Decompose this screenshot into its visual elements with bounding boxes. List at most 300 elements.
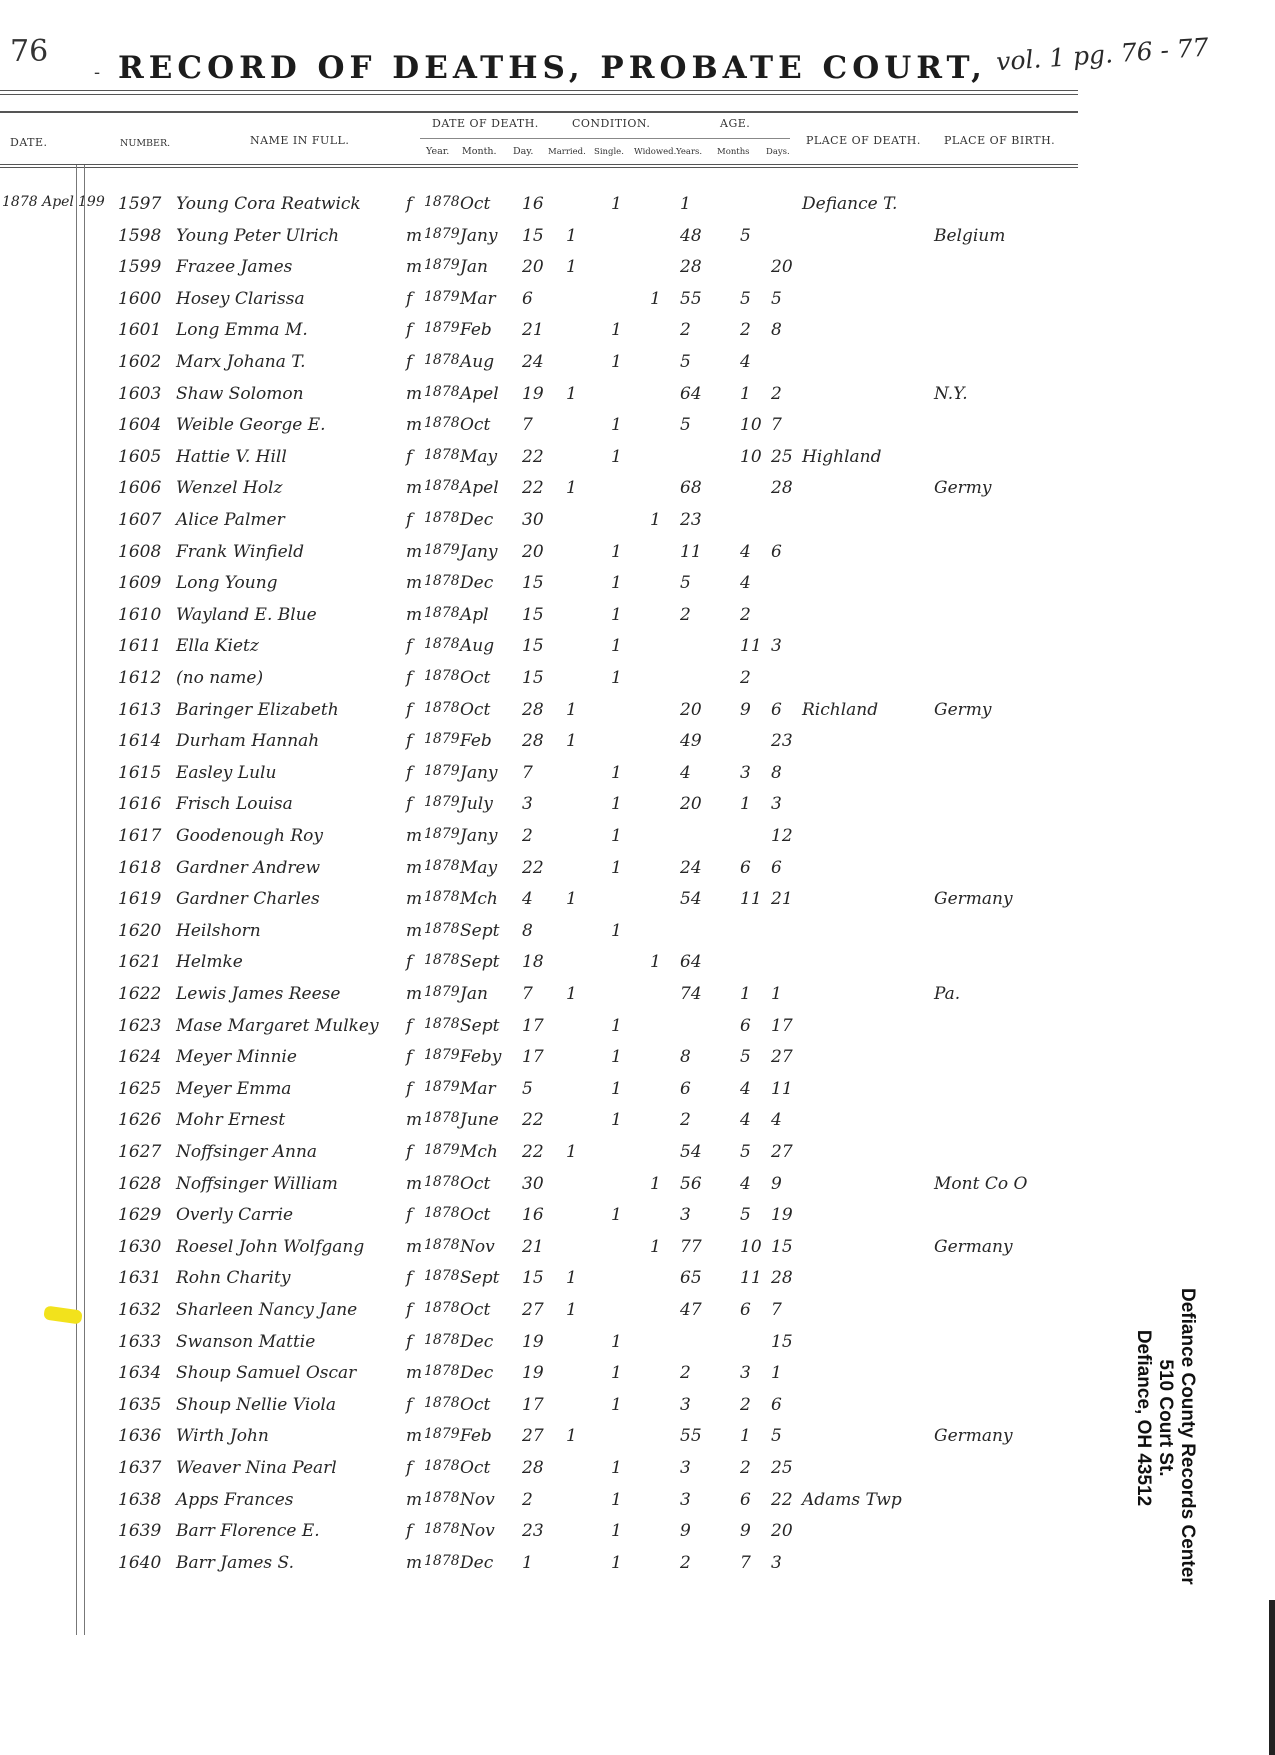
cell-months: 11	[740, 889, 762, 910]
cell-sex: f	[406, 1078, 413, 1099]
cell-day: 16	[522, 1205, 544, 1226]
cell-day: 17	[522, 1047, 544, 1068]
cell-year: 1878	[424, 920, 460, 937]
cell-married: 1	[566, 257, 577, 278]
cell-year: 1879	[424, 794, 460, 811]
page-number: 76	[10, 34, 49, 69]
cell-sex: m	[406, 1552, 423, 1573]
cell-day: 22	[522, 446, 544, 467]
cell-years: 24	[680, 857, 702, 878]
cell-num: 1618	[118, 857, 162, 878]
cell-day: 22	[522, 857, 544, 878]
cell-day: 22	[522, 1142, 544, 1162]
cell-year: 1879	[424, 1426, 460, 1443]
header-dod-month: Month.	[462, 146, 497, 157]
header-bottom-rule	[0, 164, 1078, 165]
cell-name: Wayland E. Blue	[176, 604, 317, 625]
cell-months: 10	[740, 415, 762, 436]
cell-single: 1	[611, 857, 622, 878]
header-date: DATE.	[10, 136, 48, 149]
table-row	[0, 1363, 1080, 1393]
cell-sex: m	[406, 478, 423, 499]
cell-years: 23	[680, 510, 702, 530]
cell-num: 1640	[118, 1552, 162, 1573]
cell-day: 27	[522, 1426, 544, 1447]
table-row	[0, 889, 1080, 919]
cell-years: 3	[680, 1458, 691, 1478]
cell-years: 2	[680, 604, 691, 625]
cell-sex: f	[406, 1300, 413, 1320]
cell-sex: f	[406, 762, 413, 783]
cell-months: 9	[740, 1521, 751, 1542]
cell-month: Oct	[460, 1205, 491, 1226]
cell-num: 1620	[118, 920, 162, 941]
cell-single: 1	[611, 1458, 622, 1478]
cell-months: 6	[740, 857, 751, 878]
cell-married: 1	[566, 1142, 577, 1162]
cell-months: 1	[740, 383, 751, 404]
table-row	[0, 1142, 1080, 1172]
cell-num: 1605	[118, 446, 162, 467]
cell-month: Sept	[460, 952, 500, 973]
cell-place-birth: Germy	[934, 478, 992, 499]
cell-year: 1879	[424, 1142, 460, 1158]
cell-year: 1878	[424, 1394, 460, 1411]
cell-num: 1600	[118, 288, 162, 309]
cell-days: 1	[771, 984, 782, 1004]
cell-name: Weible George E.	[176, 415, 326, 436]
cell-year: 1878	[424, 510, 460, 526]
cell-days: 6	[771, 857, 782, 878]
cell-day: 20	[522, 541, 544, 562]
header-dod-day: Day.	[513, 146, 534, 157]
cell-days: 5	[771, 288, 782, 309]
cell-years: 8	[680, 1047, 691, 1068]
cell-name: Shoup Nellie Viola	[176, 1394, 336, 1415]
cell-place-birth: Belgium	[934, 225, 1006, 246]
cell-num: 1636	[118, 1426, 162, 1447]
dod-group-rule	[420, 138, 790, 139]
cell-sex: f	[406, 1268, 413, 1289]
cell-month: Sept	[460, 1015, 500, 1036]
cell-name: Noffsinger William	[176, 1173, 338, 1194]
table-row	[0, 352, 1080, 382]
table-row	[0, 320, 1080, 350]
cell-num: 1632	[118, 1300, 162, 1320]
cell-sex: m	[406, 984, 423, 1004]
cell-num: 1610	[118, 604, 162, 625]
cell-month: Jany	[460, 826, 498, 846]
cell-single: 1	[611, 1331, 622, 1352]
cell-sex: f	[406, 288, 413, 309]
cell-year: 1878	[424, 952, 460, 969]
cell-num: 1630	[118, 1236, 162, 1257]
table-row	[0, 763, 1080, 793]
cell-days: 15	[771, 1331, 793, 1352]
cell-num: 1599	[118, 257, 162, 278]
cell-days: 27	[771, 1047, 793, 1068]
cell-place-death: Highland	[802, 446, 882, 467]
cell-days: 3	[771, 794, 782, 815]
cell-year: 1878	[424, 699, 460, 716]
table-row	[0, 415, 1080, 445]
cell-sex: m	[406, 920, 423, 941]
cell-year: 1878	[424, 383, 460, 400]
cell-days: 21	[771, 889, 793, 910]
cell-month: May	[460, 857, 498, 878]
cell-days: 7	[771, 1300, 782, 1320]
cell-married: 1	[566, 383, 577, 404]
cell-days: 17	[771, 1015, 793, 1036]
cell-name: Swanson Mattie	[176, 1331, 316, 1352]
cell-months: 5	[740, 288, 751, 309]
cell-years: 9	[680, 1521, 691, 1542]
cell-num: 1603	[118, 383, 162, 404]
cell-years: 49	[680, 731, 702, 752]
cell-years: 3	[680, 1489, 691, 1510]
cell-day: 28	[522, 1458, 544, 1478]
cell-sex: m	[406, 1173, 423, 1194]
cell-month: Mch	[460, 889, 498, 910]
cell-name: Baringer Elizabeth	[176, 699, 339, 720]
cell-day: 15	[522, 636, 544, 657]
cell-num: 1621	[118, 952, 162, 973]
cell-single: 1	[611, 1394, 622, 1415]
table-row	[0, 1521, 1080, 1551]
cell-year: 1878	[424, 1110, 460, 1127]
cell-num: 1617	[118, 826, 162, 846]
cell-days: 7	[771, 415, 782, 436]
cell-name: (no name)	[176, 668, 264, 688]
table-row	[0, 1079, 1080, 1109]
cell-num: 1604	[118, 415, 162, 436]
cell-married: 1	[566, 699, 577, 720]
cell-place-death: Richland	[802, 699, 879, 720]
cell-sex: m	[406, 573, 423, 594]
cell-name: Wirth John	[176, 1426, 269, 1447]
cell-name: Young Peter Ulrich	[176, 225, 340, 246]
cell-num: 1637	[118, 1458, 162, 1478]
cell-num: 1626	[118, 1110, 162, 1131]
cell-days: 19	[771, 1205, 793, 1226]
cell-place-death: Adams Twp	[802, 1489, 902, 1510]
cell-years: 5	[680, 573, 691, 594]
cell-sex: m	[406, 604, 423, 625]
cell-year: 1878	[424, 857, 460, 874]
cell-sex: f	[406, 952, 413, 973]
cell-year: 1878	[424, 1489, 460, 1506]
cell-days: 3	[771, 1552, 782, 1573]
cell-days: 9	[771, 1173, 782, 1194]
cell-single: 1	[611, 352, 622, 372]
cell-sex: f	[406, 446, 413, 467]
cell-day: 19	[522, 383, 544, 404]
cell-sex: f	[406, 699, 413, 720]
cell-place-birth: Mont Co O	[934, 1173, 1028, 1194]
cell-name: Alice Palmer	[176, 510, 285, 530]
cell-day: 28	[522, 699, 544, 720]
table-row	[0, 921, 1080, 951]
cell-year: 1878	[424, 1331, 460, 1348]
cell-days: 8	[771, 320, 782, 341]
cell-married: 1	[566, 478, 577, 499]
stamp-line-1: Defiance County Records Center	[1177, 1288, 1198, 1585]
cell-day: 21	[522, 1236, 544, 1257]
cell-month: Mar	[460, 288, 496, 309]
cell-name: Hosey Clarissa	[176, 288, 305, 309]
cell-year: 1879	[424, 762, 460, 779]
cell-sex: m	[406, 415, 423, 436]
records-center-stamp	[1000, 1288, 1200, 1585]
cell-year: 1878	[424, 668, 460, 684]
table-row	[0, 384, 1080, 414]
table-row	[0, 1237, 1080, 1267]
cell-single: 1	[611, 320, 622, 341]
cell-years: 5	[680, 415, 691, 436]
cell-married: 1	[566, 984, 577, 1004]
cell-month: Oct	[460, 668, 491, 688]
cell-years: 3	[680, 1394, 691, 1415]
cell-months: 5	[740, 1205, 751, 1226]
cell-day: 21	[522, 320, 544, 341]
cell-sex: f	[406, 1205, 413, 1226]
cell-place-birth: Germany	[934, 1236, 1013, 1257]
cell-sex: m	[406, 1426, 423, 1447]
cell-num: 1615	[118, 762, 162, 783]
cell-sex: f	[406, 1047, 413, 1068]
cell-widowed: 1	[650, 952, 661, 973]
scan-edge-mark	[1269, 1600, 1275, 1755]
page-title: RECORD OF DEATHS, PROBATE COURT,	[118, 50, 987, 86]
cell-months: 11	[740, 1268, 762, 1289]
cell-year: 1878	[424, 478, 460, 495]
cell-sex: f	[406, 352, 413, 372]
cell-name: Frazee James	[176, 257, 293, 278]
cell-name: Durham Hannah	[176, 731, 320, 752]
cell-months: 9	[740, 699, 751, 720]
cell-months: 3	[740, 1363, 751, 1384]
cell-sex: m	[406, 1363, 423, 1384]
cell-single: 1	[611, 1015, 622, 1036]
cell-single: 1	[611, 762, 622, 783]
cell-day: 28	[522, 731, 544, 752]
cell-day: 17	[522, 1015, 544, 1036]
cell-name: Long Emma M.	[176, 320, 308, 341]
cell-months: 11	[740, 636, 762, 657]
cell-single: 1	[611, 1110, 622, 1131]
header-date-of-death: DATE OF DEATH.	[432, 117, 539, 130]
header-name: NAME IN FULL.	[250, 134, 350, 147]
cell-month: Dec	[460, 1331, 494, 1352]
header-days: Days.	[766, 147, 790, 157]
cell-name: Helmke	[176, 952, 243, 973]
cell-sex: f	[406, 636, 413, 657]
cell-month: Oct	[460, 415, 491, 436]
cell-name: Shaw Solomon	[176, 383, 304, 404]
cell-month: Oct	[460, 1173, 491, 1194]
cell-year: 1879	[424, 1047, 460, 1064]
cell-sex: f	[406, 1394, 413, 1415]
table-row	[0, 1300, 1080, 1330]
title-rule-2	[0, 94, 1078, 95]
cell-num: 1616	[118, 794, 162, 815]
cell-year: 1878	[424, 352, 460, 368]
cell-month: Jan	[460, 984, 488, 1004]
cell-day: 6	[522, 288, 533, 309]
cell-married: 1	[566, 731, 577, 752]
cell-days: 6	[771, 699, 782, 720]
table-row	[0, 700, 1080, 730]
table-row	[0, 1395, 1080, 1425]
cell-year: 1878	[424, 1173, 460, 1190]
cell-num: 1622	[118, 984, 162, 1004]
cell-month: July	[460, 794, 493, 815]
cell-place-birth: N.Y.	[934, 383, 968, 404]
cell-num: 1611	[118, 636, 162, 657]
cell-name: Meyer Minnie	[176, 1047, 297, 1068]
cell-single: 1	[611, 1205, 622, 1226]
cell-months: 2	[740, 668, 751, 688]
cell-day: 24	[522, 352, 544, 372]
cell-sex: f	[406, 510, 413, 530]
table-row	[0, 984, 1080, 1014]
table-row	[0, 1205, 1080, 1235]
cell-sex: f	[406, 1331, 413, 1352]
table-row	[0, 573, 1080, 603]
cell-day: 18	[522, 952, 544, 973]
cell-name: Goodenough Roy	[176, 826, 323, 846]
cell-month: Feb	[460, 1426, 492, 1447]
cell-single: 1	[611, 920, 622, 941]
cell-month: Oct	[460, 1394, 491, 1415]
cell-day: 7	[522, 415, 533, 436]
table-row	[0, 1458, 1080, 1488]
cell-num: 1624	[118, 1047, 162, 1068]
header-single: Single.	[594, 147, 624, 157]
header-dod-year: Year.	[426, 146, 450, 157]
cell-year: 1878	[424, 636, 460, 653]
table-row	[0, 1426, 1080, 1456]
cell-month: Oct	[460, 1300, 491, 1320]
title-rule-1	[0, 90, 1078, 91]
cell-month: Jan	[460, 257, 488, 278]
cell-num: 1601	[118, 320, 162, 341]
cell-num: 1602	[118, 352, 162, 372]
cell-years: 20	[680, 794, 702, 815]
title-dash: -	[94, 62, 101, 83]
cell-years: 2	[680, 1552, 691, 1573]
cell-year: 1878	[424, 1552, 460, 1569]
cell-month: Dec	[460, 1552, 494, 1573]
cell-sex: m	[406, 541, 423, 562]
cell-day: 15	[522, 668, 544, 688]
cell-months: 1	[740, 984, 751, 1004]
cell-month: Mch	[460, 1142, 498, 1162]
cell-years: 1	[680, 194, 691, 214]
cell-month: Aug	[460, 636, 495, 657]
cell-days: 6	[771, 541, 782, 562]
table-row	[0, 226, 1080, 256]
cell-sex: m	[406, 857, 423, 878]
cell-sex: m	[406, 225, 423, 246]
cell-month: Nov	[460, 1236, 495, 1257]
cell-num: 1606	[118, 478, 162, 499]
cell-place-birth: Germy	[934, 699, 992, 720]
cell-year: 1879	[424, 320, 460, 337]
cell-year: 1878	[424, 604, 460, 621]
cell-date: 1878 Apel	[2, 194, 74, 210]
cell-years: 28	[680, 257, 702, 278]
cell-married: 1	[566, 225, 577, 246]
header-place-of-birth: PLACE OF BIRTH.	[944, 134, 1056, 147]
table-row	[0, 1016, 1080, 1046]
cell-day: 19	[522, 1363, 544, 1384]
cell-year: 1878	[424, 415, 460, 432]
cell-month: Sept	[460, 920, 500, 941]
cell-num: 1613	[118, 699, 162, 720]
cell-name: Mohr Ernest	[176, 1110, 286, 1131]
cell-days: 28	[771, 478, 793, 499]
cell-years: 54	[680, 889, 702, 910]
cell-year: 1879	[424, 541, 460, 558]
cell-single: 1	[611, 541, 622, 562]
table-row	[0, 1553, 1080, 1583]
table-row	[0, 636, 1080, 666]
cell-days: 5	[771, 1426, 782, 1447]
cell-years: 4	[680, 762, 691, 783]
cell-name: Gardner Charles	[176, 889, 320, 910]
header-widowed: Widowed.	[634, 147, 677, 157]
cell-sex: m	[406, 1489, 423, 1510]
cell-single: 1	[611, 415, 622, 436]
cell-months: 7	[740, 1552, 751, 1573]
cell-years: 11	[680, 541, 702, 562]
cell-months: 1	[740, 1426, 751, 1447]
cell-year: 1879	[424, 225, 460, 242]
cell-months: 5	[740, 225, 751, 246]
cell-day: 5	[522, 1078, 533, 1099]
cell-sex: f	[406, 1458, 413, 1478]
table-row	[0, 447, 1080, 477]
cell-day: 16	[522, 194, 544, 214]
cell-year: 1879	[424, 984, 460, 1000]
cell-vol: 199	[78, 194, 105, 210]
cell-year: 1878	[424, 446, 460, 463]
cell-name: Lewis James Reese	[176, 984, 341, 1004]
cell-day: 7	[522, 984, 533, 1004]
cell-year: 1878	[424, 1458, 460, 1474]
cell-month: Oct	[460, 1458, 491, 1478]
cell-days: 25	[771, 446, 793, 467]
cell-days: 20	[771, 257, 793, 278]
cell-day: 2	[522, 1489, 533, 1510]
cell-month: Oct	[460, 194, 491, 214]
cell-name: Sharleen Nancy Jane	[176, 1300, 358, 1320]
cell-name: Gardner Andrew	[176, 857, 321, 878]
cell-months: 6	[740, 1015, 751, 1036]
cell-single: 1	[611, 794, 622, 815]
table-row	[0, 952, 1080, 982]
cell-sex: f	[406, 1142, 413, 1162]
cell-num: 1633	[118, 1331, 162, 1352]
cell-days: 1	[771, 1363, 782, 1384]
cell-month: Sept	[460, 1268, 500, 1289]
cell-day: 2	[522, 826, 533, 846]
header-age: AGE.	[720, 117, 751, 130]
cell-months: 3	[740, 762, 751, 783]
cell-days: 3	[771, 636, 782, 657]
cell-year: 1878	[424, 1205, 460, 1222]
